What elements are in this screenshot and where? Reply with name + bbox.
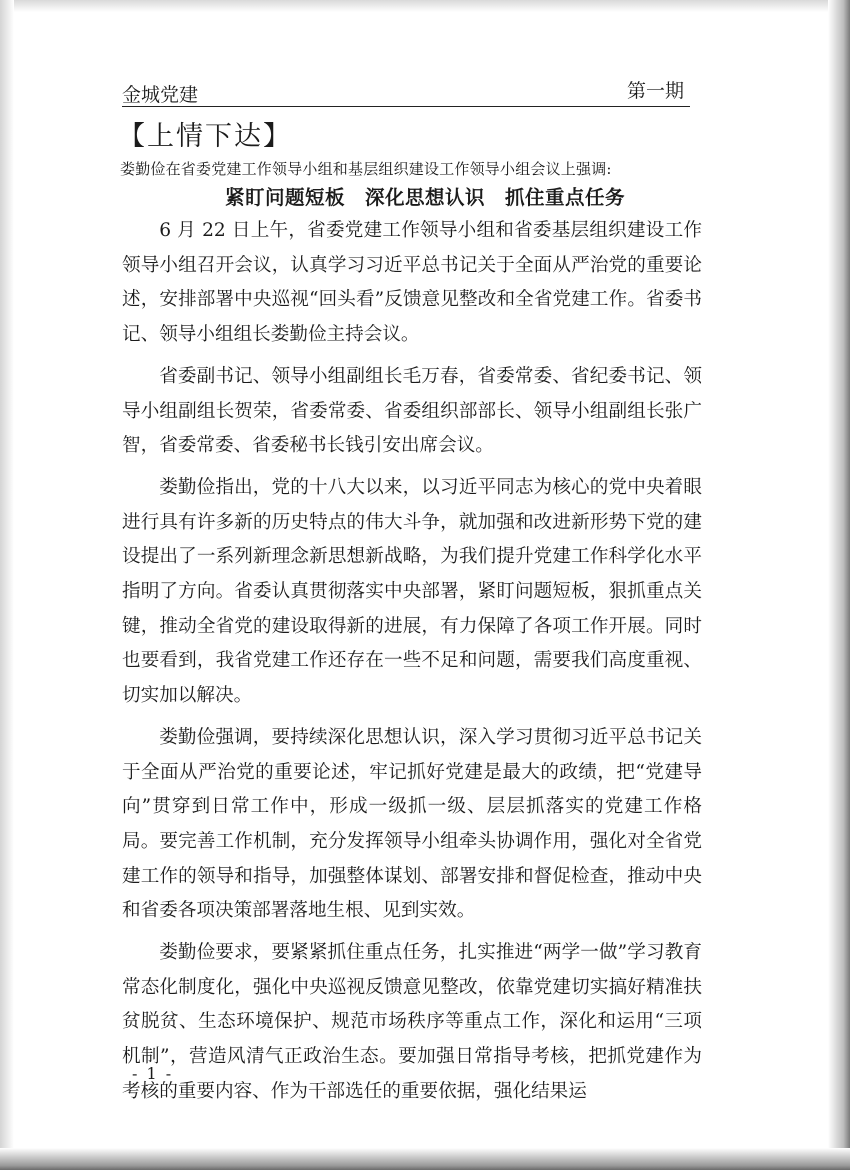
section-title: 【上情下达】 — [118, 121, 292, 152]
page-header — [122, 70, 690, 107]
paragraph: 娄勤俭指出，党的十八大以来，以习近平同志为核心的党中央着眼进行具有许多新的历史特点的伟大斗争，就加强和改进新形势下党的建设提出了一系列新理念新思想新战略，为我们提升党建工作科学化水平指明了方向。省委认真贯彻落实中央部署，紧盯问题短板，狠抓重点关键，推动全省党的建设取得新的进展，有力保障了各项工作开展。同时也要看到，我省党建工作还存在一些不足和问题，需要我们高度重视、切实加以解决。 — [122, 476, 702, 707]
publication-name: 金城党建 — [122, 84, 199, 106]
paragraph: 娄勤俭要求，要紧紧抓住重点任务，扎实推进“两学一做”学习教育常态化制度化，强化中央巡视反馈意见整改，依靠党建切实搞好精准扶贫脱贫、生态环境保护、规范市场秩序等重点工作，深化和运用“三项机制”，营造风清气正政治生态。要加强日常指导考核，把抓党建作为考核的重要内容、作为干部选任的重要依据，强化结果运 — [122, 942, 702, 1102]
scan-edge-top — [0, 0, 850, 12]
article-subhead: 娄勤俭在省委党建工作领导小组和基层组织建设工作领导小组会议上强调: — [120, 160, 612, 178]
paragraph: 6 月 22 日上午，省委党建工作领导小组和省委基层组织建设工作领导小组召开会议，认真学习习近平总书记关于全面从严治党的重要论述，安排部署中央巡视“回头看”反馈意见整改和全省党建工作。省委书记、领导小组组长娄勤俭主持会议。 — [122, 220, 702, 346]
page-number: - 1 - — [132, 1064, 174, 1083]
article-title: 紧盯问题短板 深化思想认识 抓住重点任务 — [224, 186, 625, 209]
article-body — [122, 214, 702, 1117]
scan-edge-bottom — [0, 1148, 850, 1170]
issue-number: 第一期 — [626, 80, 684, 102]
paragraph: 娄勤俭强调，要持续深化思想认识，深入学习贯彻习近平总书记关于全面从严治党的重要论述，牢记抓好党建是最大的政绩，把“党建导向”贯穿到日常工作中，形成一级抓一级、层层抓落实的党建工作格局。要完善工作机制，充分发挥领导小组牵头协调作用，强化对全省党建工作的领导和指导，加强整体谋划、部署安排和督促检查，推动中央和省委各项决策部署落地生根、见到实效。 — [122, 726, 702, 922]
scan-edge-left — [0, 0, 14, 1170]
paragraph: 省委副书记、领导小组副组长毛万春，省委常委、省纪委书记、领导小组副组长贺荣，省委常委、省委组织部部长、领导小组副组长张广智，省委常委、省委秘书长钱引安出席会议。 — [122, 365, 702, 457]
scan-edge-right — [828, 0, 850, 1170]
